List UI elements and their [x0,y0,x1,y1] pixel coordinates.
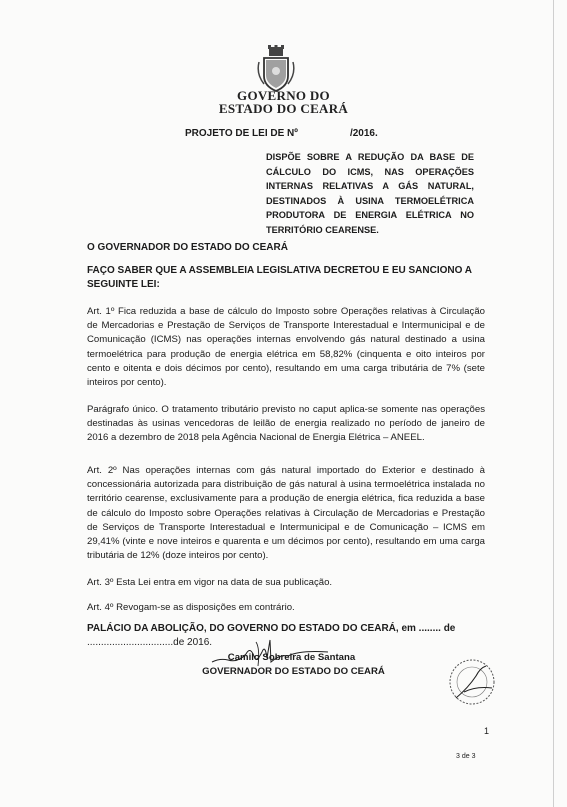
article-3: Art. 3º Esta Lei entra em vigor na data de sua publicação. [87,577,333,588]
closing-text: PALÁCIO DA ABOLIÇÃO, DO GOVERNO DO ESTADO DO CEARÁ, em ........ de [87,623,456,634]
signer-title: GOVERNADOR DO ESTADO DO CEARÁ [202,666,385,677]
header-government: GOVERNO DO [237,88,330,103]
closing-year: de 2016. [173,637,213,648]
bill-summary: DISPÕE SOBRE A REDUÇÃO DA BASE DE CÁLCULO DO ICMS, NAS OPERAÇÕES INTERNAS RELATIVAS A GÁS NATURAL, DESTINADOS À USINA TERMOELÉTRICA PRODUTORA DE ENERGIA ELÉTRICA NO TERRITÓRIO CEARENSE. [266,152,474,235]
signer-name: Camilo Sobreira de Santana [227,652,356,663]
bill-title [185,128,378,139]
sole-paragraph: Parágrafo único. O tratamento tributário previsto no caput aplica-se somente nas operações destinadas às usinas vencedoras de leilão de energia realizado no período de janeiro de 2016 a dezembro de 2018 pela Agência Nacional de Energia Elétrica – ANEEL. [87,404,485,444]
header-state: ESTADO DO CEARÁ [218,101,349,116]
page-count: 3 de 3 [456,753,476,760]
state-coat-of-arms-icon [256,44,296,94]
official-stamp-icon [436,658,508,706]
article-2: Art. 2º Nas operações internas com gás natural importado do Exterior e destinado à concessionária autorizada para distribuição de gás natural à usina termoelétrica instalada no território cearense, exclusivamente para a produção de energia elétrica, fica reduzida a base de cálculo do Imposto sobre Operações relativas à Circulação de Mercadorias e Prestação de Serviços de Transporte Interestadual e Intermunicipal e de Comunicação – ICMS em 29,41% (vinte e nove inteiros e quarenta e um décimos por cento), resultando em uma carga tributária de 12% (doze inteiros por cento). [87,465,485,562]
scan-edge-line [553,0,554,807]
enactment-clause: FAÇO SABER QUE A ASSEMBLEIA LEGISLATIVA DECRETOU E EU SANCIONO A SEGUINTE LEI: [87,265,472,290]
page-number: 1 [484,726,490,736]
bill-title-suffix: /2016. [349,128,378,139]
bill-title-prefix: PROJETO DE LEI DE Nº [185,128,298,139]
closing-dots: ............................... [87,637,174,648]
article-1: Art. 1º Fica reduzida a base de cálculo do Imposto sobre Operações relativas à Circulação de Mercadorias e Prestação de Serviços de Transporte Interestadual e Intermunicipal e de Comunicação (ICMS) nas operações internas envolvendo gás natural destinado a usina termoelétrica para produção de energia elétrica em 58,82% (cinquenta e oito inteiros por cento e oitenta e dois décimos por cento), resultando em uma carga tributária de 7% (sete inteiros por cento). [87,306,485,389]
article-4: Art. 4º Revogam-se as disposições em contrário. [87,602,295,613]
governor-heading: O GOVERNADOR DO ESTADO DO CEARÁ [87,242,288,253]
